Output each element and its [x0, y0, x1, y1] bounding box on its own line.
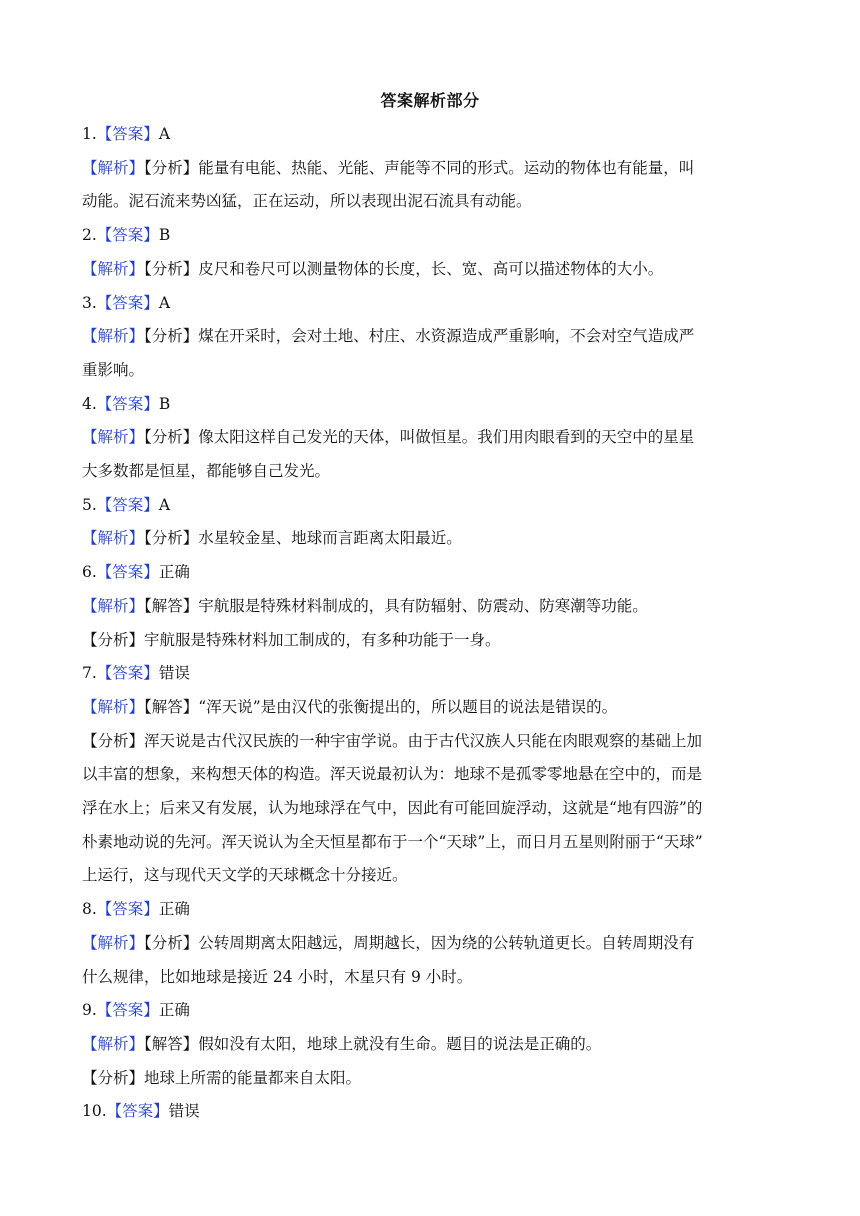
question-number: 7.: [82, 664, 97, 683]
explanation-continuation: 重影响。: [82, 360, 145, 379]
answer-line: [82, 219, 782, 253]
explanation-tag: 【解析】: [82, 158, 145, 177]
explanation-text: 【解答】宇航服是特殊材料制成的，具有防辐射、防震动、防寒潮等功能。: [144, 596, 648, 615]
answer-tag: 【答案】: [96, 563, 159, 582]
answer-tag: 【答案】: [96, 293, 159, 312]
answer-line: [82, 1095, 782, 1129]
explanation-tag: 【解析】: [82, 529, 145, 548]
explanation-tag: 【解析】: [82, 327, 145, 346]
page-title: 答案解析部分: [380, 91, 480, 110]
answer-value: 正确: [158, 1001, 190, 1020]
question-number: 9.: [82, 1001, 97, 1020]
answer-line: [82, 893, 782, 927]
answer-tag: 【答案】: [96, 664, 159, 683]
explanation-continuation: 【分析】浑天说是古代汉民族的一种宇宙学说。由于古代汉族人只能在肉眼观察的基础上加: [82, 731, 703, 750]
question-number: 6.: [82, 563, 97, 582]
answer-value: 正确: [158, 563, 190, 582]
answer-tag: 【答案】: [96, 495, 159, 514]
explanation-line: [82, 522, 782, 556]
explanation-tag: 【解析】: [82, 933, 145, 952]
explanation-text: 【解答】“浑天说”是由汉代的张衡提出的，所以题目的说法是错误的。: [144, 697, 618, 716]
answer-value: B: [158, 226, 171, 245]
explanation-tag: 【解析】: [82, 596, 145, 615]
answer-tag: 【答案】: [96, 900, 159, 919]
explanation-continuation: 什么规律，比如地球是接近 24 小时，木星只有 9 小时。: [82, 967, 473, 986]
answer-line: [82, 118, 782, 152]
explanation-line: [82, 590, 782, 624]
explanation-tag: 【解析】: [82, 697, 145, 716]
explanation-text: 【分析】皮尺和卷尺可以测量物体的长度，长、宽、高可以描述物体的大小。: [144, 259, 664, 278]
explanation-text: 【分析】水星较金星、地球而言距离太阳最近。: [144, 529, 462, 548]
answer-line: [82, 388, 782, 422]
answer-value: 正确: [158, 900, 190, 919]
question-number: 4.: [82, 394, 97, 413]
explanation-continuation: 朴素地动说的先河。浑天说认为全天恒星都布于一个“天球”上，而日月五星则附丽于“天球”: [82, 832, 703, 851]
explanation-line: [82, 253, 782, 287]
answer-value: B: [158, 394, 171, 413]
answer-line: [82, 556, 782, 590]
answer-value: 错误: [168, 1102, 200, 1121]
explanation-continuation: 上运行，这与现代天文学的天球概念十分接近。: [82, 866, 408, 885]
answer-tag: 【答案】: [96, 226, 159, 245]
explanation-continuation: 动能。泥石流来势凶猛，正在运动，所以表现出泥石流具有动能。: [82, 192, 532, 211]
explanation-continuation: 【分析】宇航服是特殊材料加工制成的，有多种功能于一身。: [82, 630, 501, 649]
explanation-line: [82, 691, 782, 725]
explanation-tag: 【解析】: [82, 428, 145, 447]
question-number: 2.: [82, 226, 97, 245]
answer-value: A: [158, 495, 171, 514]
question-number: 10.: [82, 1102, 107, 1121]
answer-value: A: [158, 293, 171, 312]
answer-list: [82, 118, 782, 1129]
explanation-line: [82, 152, 782, 186]
explanation-line: [82, 320, 782, 354]
explanation-line: [82, 1028, 782, 1062]
answer-tag: 【答案】: [96, 394, 159, 413]
explanation-text: 【分析】像太阳这样自己发光的天体，叫做恒星。我们用肉眼看到的天空中的星星: [144, 428, 695, 447]
explanation-text: 【分析】煤在开采时，会对土地、村庄、水资源造成严重影响，不会对空气造成严: [144, 327, 695, 346]
explanation-continuation: 【分析】地球上所需的能量都来自太阳。: [82, 1068, 362, 1087]
question-number: 5.: [82, 495, 97, 514]
explanation-text: 【分析】能量有电能、热能、光能、声能等不同的形式。运动的物体也有能量，叫: [144, 158, 695, 177]
explanation-continuation: 以丰富的想象，来构想天体的构造。浑天说最初认为：地球不是孤零零地悬在空中的，而是: [82, 765, 703, 784]
answer-value: A: [158, 125, 171, 143]
answer-tag: 【答案】: [96, 125, 159, 143]
question-number: 8.: [82, 900, 97, 919]
answer-line: [82, 489, 782, 523]
explanation-line: [82, 927, 782, 961]
question-number: 3.: [82, 293, 97, 312]
answer-tag: 【答案】: [106, 1102, 169, 1121]
explanation-tag: 【解析】: [82, 259, 145, 278]
explanation-text: 【解答】假如没有太阳，地球上就没有生命。题目的说法是正确的。: [144, 1034, 602, 1053]
explanation-text: 【分析】公转周期离太阳越远，周期越长，因为绕的公转轨道更长。自转周期没有: [144, 933, 695, 952]
answer-line: [82, 994, 782, 1028]
explanation-continuation: 大多数都是恒星，都能够自己发光。: [82, 462, 331, 481]
explanation-line: [82, 421, 782, 455]
answer-value: 错误: [158, 664, 190, 683]
answer-line: [82, 287, 782, 321]
explanation-continuation: 浮在水上；后来又有发展，认为地球浮在气中，因此有可能回旋浮动，这就是“地有四游”的: [82, 799, 703, 818]
answer-line: [82, 657, 782, 691]
explanation-tag: 【解析】: [82, 1034, 145, 1053]
answer-tag: 【答案】: [96, 1001, 159, 1020]
question-number: 1.: [82, 125, 97, 143]
